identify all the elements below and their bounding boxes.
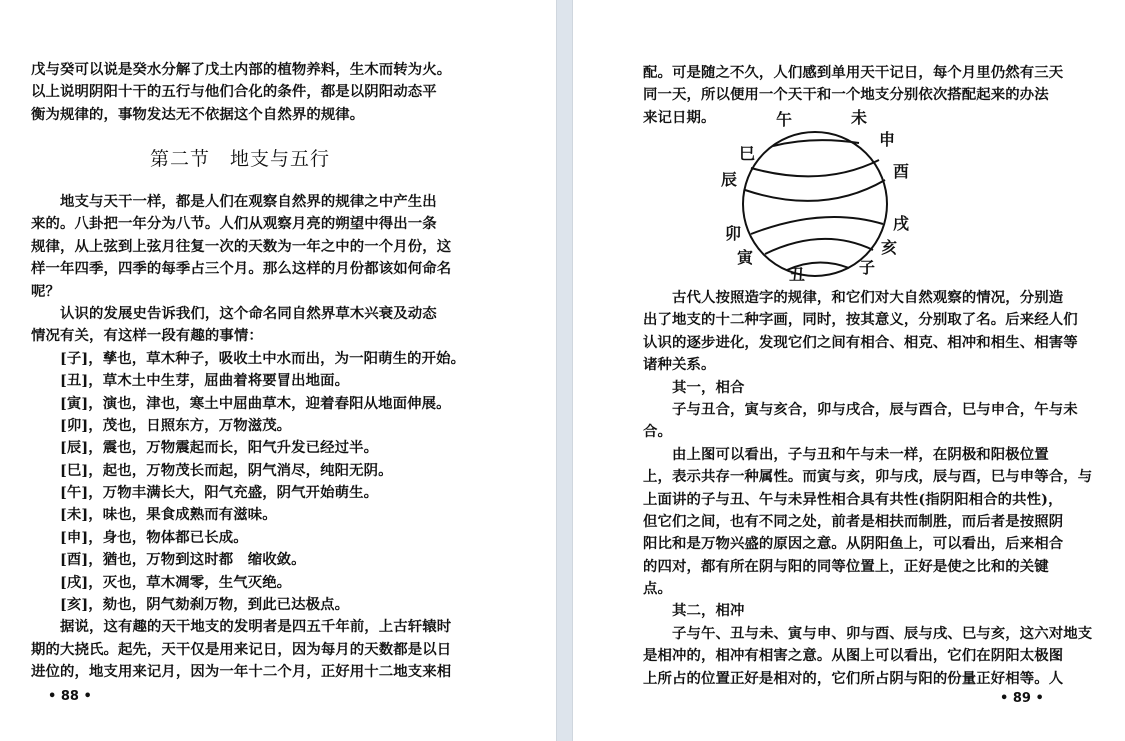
text-line: 由上图可以看出，子与丑和午与未一样，在阴极和阳极位置 xyxy=(672,445,1049,463)
earthly-branches-diagram xyxy=(713,110,933,284)
text-line: 配。可是随之不久，人们感到单用天干记日，每个月里仍然有三天 xyxy=(643,64,1064,81)
arc-line xyxy=(751,217,883,234)
branch-item: [辰]，震也，万物震起而长，阳气升发已经过半。 xyxy=(60,439,379,457)
label-yin: 寅 xyxy=(737,248,754,267)
text-line: 同一天，所以便用一个天干和一个地支分别依次搭配起来的办法 xyxy=(643,86,1049,104)
branch-item: [酉]，猶也，万物到这时都 缩收敛。 xyxy=(60,551,306,569)
text-line: 来记日期。 xyxy=(643,108,716,126)
text-line: 阳比和是万物兴盛的原因之意。从阴阳鱼上，可以看出，后来相合 xyxy=(643,535,1064,553)
text-line: 合。 xyxy=(643,423,672,441)
label-chou: 丑 xyxy=(789,265,806,284)
text-line: 情况有关，有这样一段有趣的事情： xyxy=(31,327,263,345)
label-wu: 午 xyxy=(776,110,793,129)
text-line: 呢？ xyxy=(31,282,60,300)
text-line: 据说，这有趣的天干地支的发明者是四五千年前，上古轩辕时 xyxy=(60,618,452,636)
text-line: 地支与天干一样，都是人们在观察自然界的规律之中产生出 xyxy=(60,193,437,210)
text-line: 出了地支的十二种字画，同时，按其意义，分别取了名。后来经人们 xyxy=(643,311,1078,329)
branch-item: [巳]，起也，万物茂长而起，阴气消尽，纯阳无阴。 xyxy=(60,461,393,479)
subheading-xianghe: 其一，相合 xyxy=(672,378,745,396)
arc-line xyxy=(765,239,873,254)
text-line: 戊与癸可以说是癸水分解了戊土内部的植物养料，生木而转为火。 xyxy=(31,61,452,78)
text-line: 以上说明阴阳十干的五行与他们合化的条件，都是以阴阳动态平 xyxy=(31,83,437,101)
label-wei: 未 xyxy=(851,108,868,127)
branch-item: [子]，孳也，草木种子，吸收土中水而出，为一阳萌生的开始。 xyxy=(60,349,466,367)
circle-outline xyxy=(743,132,887,276)
label-si: 巳 xyxy=(739,144,756,163)
branch-item: [亥]，劾也，阴气劾刹万物，到此已达极点。 xyxy=(60,596,350,614)
section-heading: 第二节 地支与五行 xyxy=(149,148,330,170)
label-mao: 卯 xyxy=(725,224,742,243)
text-line: 样一年四季，四季的每季占三个月。那么这样的月份都该如何命名 xyxy=(31,260,452,278)
left-page xyxy=(0,0,556,741)
text-line: 认识的发展史告诉我们，这个命名同自然界草木兴衰及动态 xyxy=(60,304,437,322)
text-line: 认识的逐步进化，发现它们之间有相合、相克、相冲和相生、相害等 xyxy=(643,333,1078,351)
intro-text xyxy=(31,59,451,126)
branch-item: [丑]，草木土中生芽，屈曲着将要冒出地面。 xyxy=(60,372,350,390)
label-chen: 辰 xyxy=(721,170,738,189)
text-line: 子与午、丑与未、寅与申、卯与酉、辰与戌、巳与亥，这六对地支 xyxy=(672,624,1093,642)
text-line: 上面讲的子与丑、午与未异性相合具有共性(指阴阳相合的共性)， xyxy=(643,490,1063,508)
text-line: 进位的，地支用来记月，因为一年十二个月，正好用十二地支来相 xyxy=(31,663,452,681)
branch-item: [未]，味也，果食成熟而有滋味。 xyxy=(60,506,277,524)
text-line: 上所占的位置正好是相对的，它们所占阴与阳的份量正好相等。人 xyxy=(643,669,1064,687)
branch-item: [卯]，茂也，日照东方，万物滋茂。 xyxy=(60,416,292,434)
branch-item: [戌]，灭也，草木凋零，生气灭绝。 xyxy=(60,573,292,591)
label-you: 酉 xyxy=(893,162,910,181)
text-line: 衡为规律的，事物发达无不依据这个自然界的规律。 xyxy=(31,105,365,123)
branch-item: [寅]，演也，津也，寒土中屈曲草木，迎着春阳从地面伸展。 xyxy=(60,394,451,412)
arc-line xyxy=(773,140,859,146)
body-text xyxy=(31,191,465,684)
page-number: • 88 • xyxy=(48,689,92,704)
text-line: 点。 xyxy=(643,580,672,598)
text-line: 的四对，都有所在阴与阳的同等位置上，正好是使之比和的关键 xyxy=(643,557,1049,575)
branch-item: [午]，万物丰满长大，阳气充盛，阴气开始萌生。 xyxy=(60,484,379,502)
text-line: 上，表示共存一种属性。而寅与亥，卯与戌，辰与酉，巳与申等合，与 xyxy=(643,468,1093,486)
text-line: 规律，从上弦到上弦月往复一次的天数为一年之中的一个月份，这 xyxy=(31,237,452,255)
arc-line xyxy=(751,160,879,176)
branch-item: [申]，身也，物体都已长成。 xyxy=(60,528,248,546)
text-line: 是相冲的，相冲有相害之意。从图上可以看出，它们在阴阳太极图 xyxy=(643,647,1064,665)
text-line: 诸种关系。 xyxy=(643,356,716,374)
arc-line xyxy=(745,180,885,201)
text-line: 但它们之间，也有不同之处，前者是相扶而制胜，而后者是按照阴 xyxy=(643,512,1064,530)
text-line: 子与丑合，寅与亥合，卯与戌合，辰与酉合，巳与申合，午与未 xyxy=(672,400,1078,418)
text-line: 古代人按照造字的规律，和它们对大自然观察的情况，分别造 xyxy=(672,289,1064,306)
text-line: 期的大挠氏。起先，天干仅是用来记日，因为每月的天数都是以日 xyxy=(31,640,452,658)
page-number: • 89 • xyxy=(1000,691,1044,706)
text-line: 来的。八卦把一年分为八节。人们从观察月亮的朔望中得出一条 xyxy=(31,215,437,233)
right-page xyxy=(573,0,1125,741)
label-xu: 戌 xyxy=(893,214,910,233)
label-hai: 亥 xyxy=(881,238,898,257)
label-zi: 子 xyxy=(859,258,876,277)
label-shen: 申 xyxy=(879,130,896,149)
page-gutter xyxy=(556,0,573,741)
body-text xyxy=(643,287,1092,690)
subheading-xiangchong: 其二，相冲 xyxy=(672,602,745,620)
